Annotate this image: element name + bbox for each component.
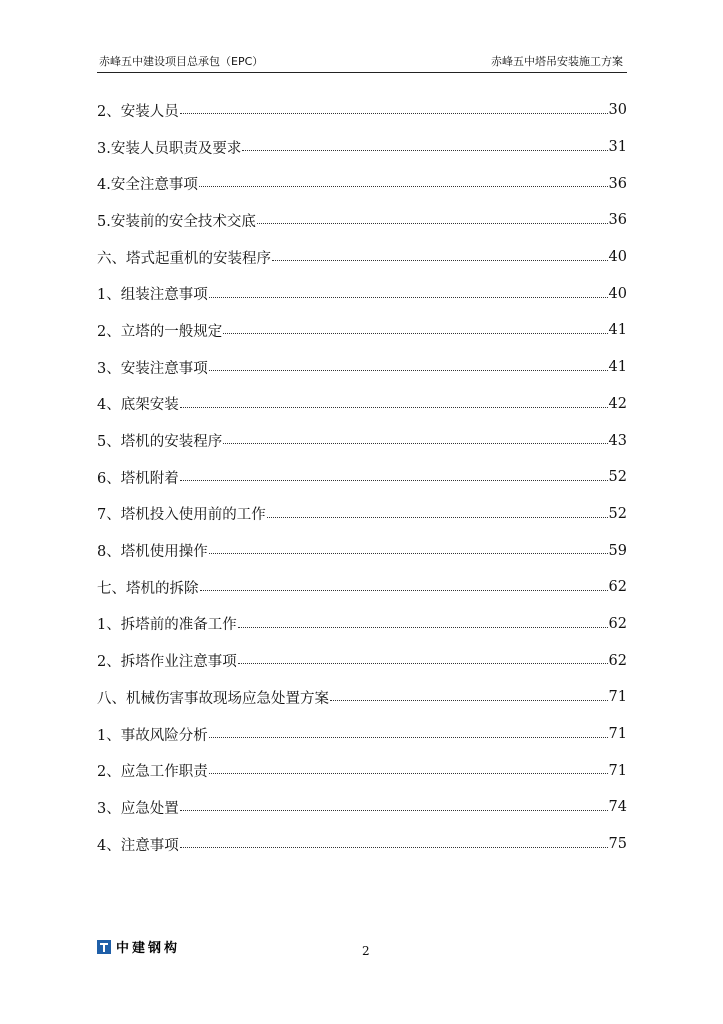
toc-entry-label: 7、塔机投入使用前的工作 xyxy=(97,507,266,524)
toc-entry-page: 62 xyxy=(608,615,627,632)
toc-entry[interactable] xyxy=(97,496,627,533)
toc-entry-page: 36 xyxy=(608,175,627,192)
toc-entry-label: 1、组装注意事项 xyxy=(97,287,208,304)
toc-entry-label: 八、机械伤害事故现场应急处置方案 xyxy=(97,690,329,707)
toc-dot-leader xyxy=(209,355,608,371)
toc-entry[interactable] xyxy=(97,459,627,496)
toc-entry-label: 8、塔机使用操作 xyxy=(97,544,208,561)
toc-entry[interactable] xyxy=(97,679,627,716)
page-header xyxy=(97,50,627,73)
toc-entry[interactable] xyxy=(97,752,627,789)
toc-entry[interactable] xyxy=(97,239,627,276)
toc-entry[interactable] xyxy=(97,569,627,606)
toc-dot-leader xyxy=(267,502,608,518)
page-number: 2 xyxy=(362,944,370,958)
toc-entry-label: 2、拆塔作业注意事项 xyxy=(97,654,237,671)
toc-entry[interactable] xyxy=(97,826,627,863)
toc-dot-leader xyxy=(180,832,608,848)
company-logo-text: 中建钢构 xyxy=(116,941,181,956)
toc-entry[interactable] xyxy=(97,349,627,386)
toc-entry-page: 30 xyxy=(608,102,627,119)
toc-entry[interactable] xyxy=(97,165,627,202)
toc-entry-page: 43 xyxy=(608,432,627,449)
toc-entry-page: 62 xyxy=(608,579,627,596)
toc-entry[interactable] xyxy=(97,202,627,239)
toc-entry[interactable] xyxy=(97,275,627,312)
toc-entry-label: 4、注意事项 xyxy=(97,837,179,854)
toc-entry-label: 2、立塔的一般规定 xyxy=(97,323,223,340)
toc-dot-leader xyxy=(223,319,607,335)
toc-dot-leader xyxy=(242,135,607,151)
toc-entry-page: 36 xyxy=(608,212,627,229)
cscec-logo-icon xyxy=(97,940,111,954)
toc-entry-page: 74 xyxy=(608,799,627,816)
toc-entry[interactable] xyxy=(97,92,627,129)
toc-entry-label: 4.安全注意事项 xyxy=(97,177,198,194)
toc-entry-label: 七、塔机的拆除 xyxy=(97,580,199,597)
toc-entry[interactable] xyxy=(97,129,627,166)
toc-entry[interactable] xyxy=(97,532,627,569)
toc-dot-leader xyxy=(223,429,607,445)
toc-entry-page: 31 xyxy=(608,139,627,156)
toc-dot-leader xyxy=(209,722,608,738)
toc-entry-page: 52 xyxy=(608,469,627,486)
toc-entry-label: 六、塔式起重机的安装程序 xyxy=(97,250,271,267)
toc-entry-label: 5.安装前的安全技术交底 xyxy=(97,213,256,230)
toc-entry-page: 41 xyxy=(608,322,627,339)
toc-entry-page: 75 xyxy=(608,836,627,853)
toc-entry[interactable] xyxy=(97,642,627,679)
toc-entry-page: 40 xyxy=(608,285,627,302)
toc-entry[interactable] xyxy=(97,312,627,349)
toc-entry-page: 42 xyxy=(608,395,627,412)
toc-entry-label: 2、安装人员 xyxy=(97,103,179,120)
toc-entry[interactable] xyxy=(97,716,627,753)
toc-entry[interactable] xyxy=(97,789,627,826)
toc-dot-leader xyxy=(272,245,608,261)
toc-entry-label: 3、安装注意事项 xyxy=(97,360,208,377)
toc-entry-page: 59 xyxy=(608,542,627,559)
toc-dot-leader xyxy=(199,172,608,188)
toc-entry-label: 4、底架安装 xyxy=(97,397,179,414)
header-project-title: 赤峰五中建设项目总承包（EPC） xyxy=(99,55,264,68)
toc-dot-leader xyxy=(209,282,608,298)
toc-dot-leader xyxy=(180,796,608,812)
toc-dot-leader xyxy=(200,576,608,592)
toc-dot-leader xyxy=(330,686,608,702)
toc-dot-leader xyxy=(180,465,608,481)
toc-dot-leader xyxy=(238,649,608,665)
toc-entry[interactable] xyxy=(97,422,627,459)
table-of-contents xyxy=(97,92,627,862)
toc-entry-label: 1、事故风险分析 xyxy=(97,727,208,744)
toc-entry-label: 3、应急处置 xyxy=(97,800,179,817)
toc-dot-leader xyxy=(209,539,608,555)
company-logo xyxy=(97,937,180,956)
toc-entry-page: 40 xyxy=(608,249,627,266)
toc-entry-label: 5、塔机的安装程序 xyxy=(97,434,223,451)
toc-entry-label: 1、拆塔前的准备工作 xyxy=(97,617,237,634)
toc-dot-leader xyxy=(180,392,608,408)
toc-entry-page: 71 xyxy=(608,762,627,779)
toc-entry-page: 71 xyxy=(608,689,627,706)
toc-entry-page: 41 xyxy=(608,359,627,376)
toc-dot-leader xyxy=(238,612,608,628)
header-document-title: 赤峰五中塔吊安装施工方案 xyxy=(491,55,623,68)
toc-entry-label: 3.安装人员职责及要求 xyxy=(97,140,242,157)
toc-dot-leader xyxy=(180,99,608,115)
toc-entry-page: 71 xyxy=(608,726,627,743)
toc-entry-page: 52 xyxy=(608,505,627,522)
toc-entry[interactable] xyxy=(97,386,627,423)
toc-entry-label: 2、应急工作职责 xyxy=(97,764,208,781)
toc-entry[interactable] xyxy=(97,606,627,643)
toc-dot-leader xyxy=(209,759,608,775)
toc-dot-leader xyxy=(257,209,608,225)
toc-entry-page: 62 xyxy=(608,652,627,669)
toc-entry-label: 6、塔机附着 xyxy=(97,470,179,487)
